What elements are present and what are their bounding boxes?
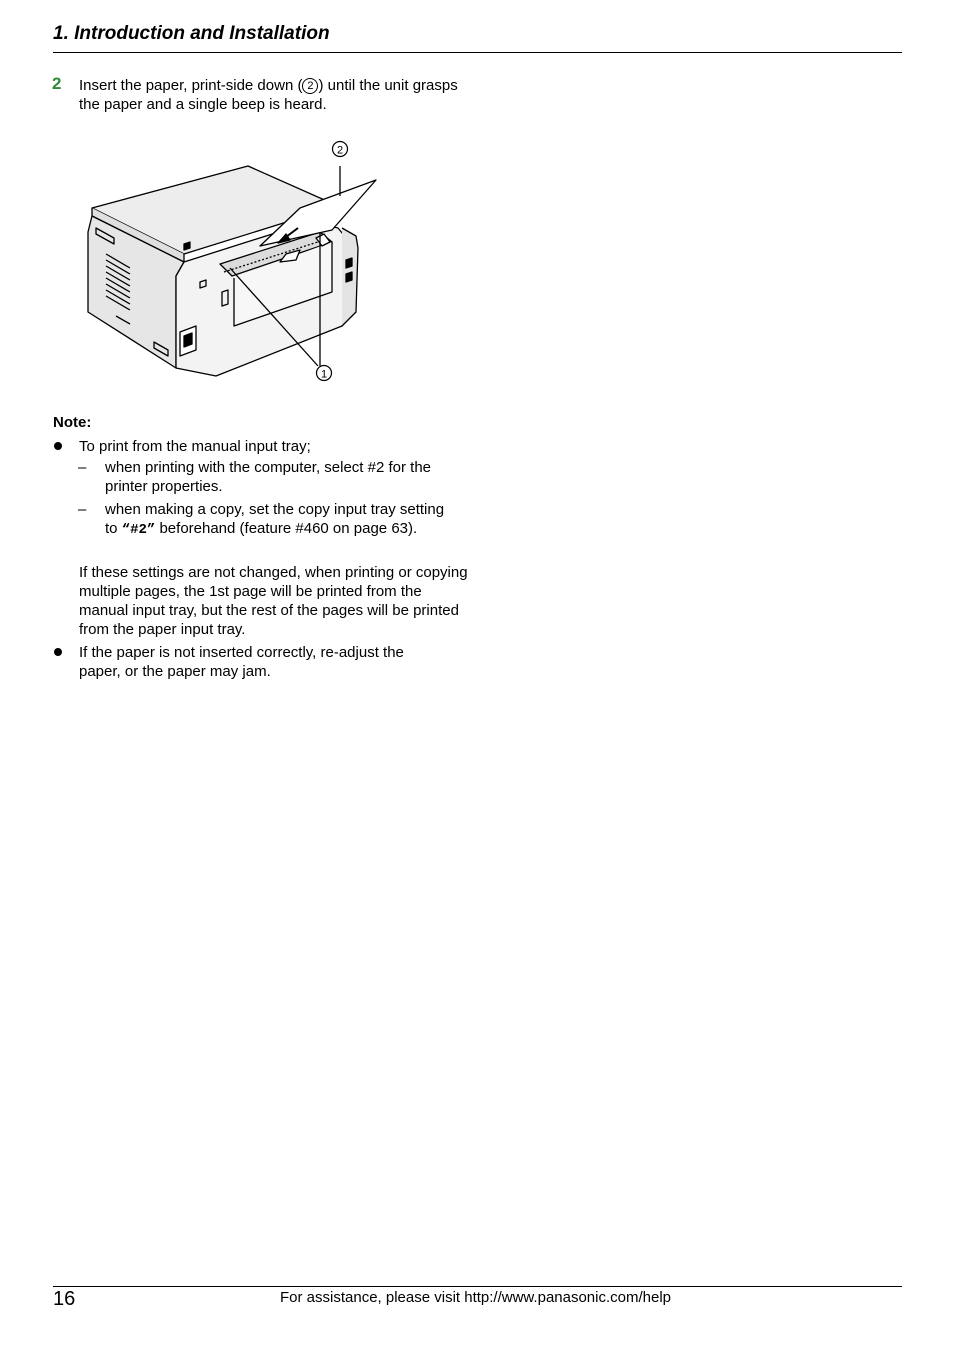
- dash-marker: –: [78, 501, 87, 518]
- bullet-dot: [53, 643, 63, 653]
- footer-assistance: For assistance, please visit http://www.panasonic.com/help: [280, 1289, 672, 1306]
- note-dash-2: [105, 500, 445, 540]
- feature-code: “#2”: [121, 522, 156, 538]
- header-rule: [53, 52, 902, 53]
- footer-rule: [53, 1286, 902, 1287]
- section-title: 1. Introduction and Installation: [53, 23, 330, 44]
- note-dash-2-after: beforehand (feature #460 on page 63).: [155, 520, 418, 537]
- callout-2-inline: 2: [302, 78, 318, 94]
- step-text-after: ) until the unit grasps the paper and a single beep is heard.: [79, 77, 458, 113]
- printer-illustration: [80, 136, 390, 386]
- step-text-before: Insert the paper, print-side down (: [79, 77, 303, 94]
- note-dash-1: when printing with the computer, select #2 for the printer properties.: [105, 459, 432, 495]
- callout-1-label: 1: [320, 368, 328, 381]
- note-dash-2-before: when making a copy, set the copy input tray setting to: [105, 501, 445, 537]
- callout-2-label: 2: [336, 144, 344, 157]
- step-instruction: [79, 76, 469, 114]
- bullet-dot: [53, 437, 63, 447]
- dash-marker: –: [78, 459, 87, 476]
- note-heading: Note:: [53, 414, 92, 431]
- note-bullet-1: To print from the manual input tray;: [79, 438, 311, 455]
- page-number: 16: [53, 1288, 76, 1310]
- step-number: 2: [52, 74, 62, 93]
- note-paragraph: If these settings are not changed, when printing or copying multiple pages, the 1st page will be printed from the manual input tray, but the rest of the pages will be printed from the paper input tray.: [79, 564, 468, 638]
- note-bullet-2: If the paper is not inserted correctly, re-adjust the paper, or the paper may jam.: [79, 644, 404, 680]
